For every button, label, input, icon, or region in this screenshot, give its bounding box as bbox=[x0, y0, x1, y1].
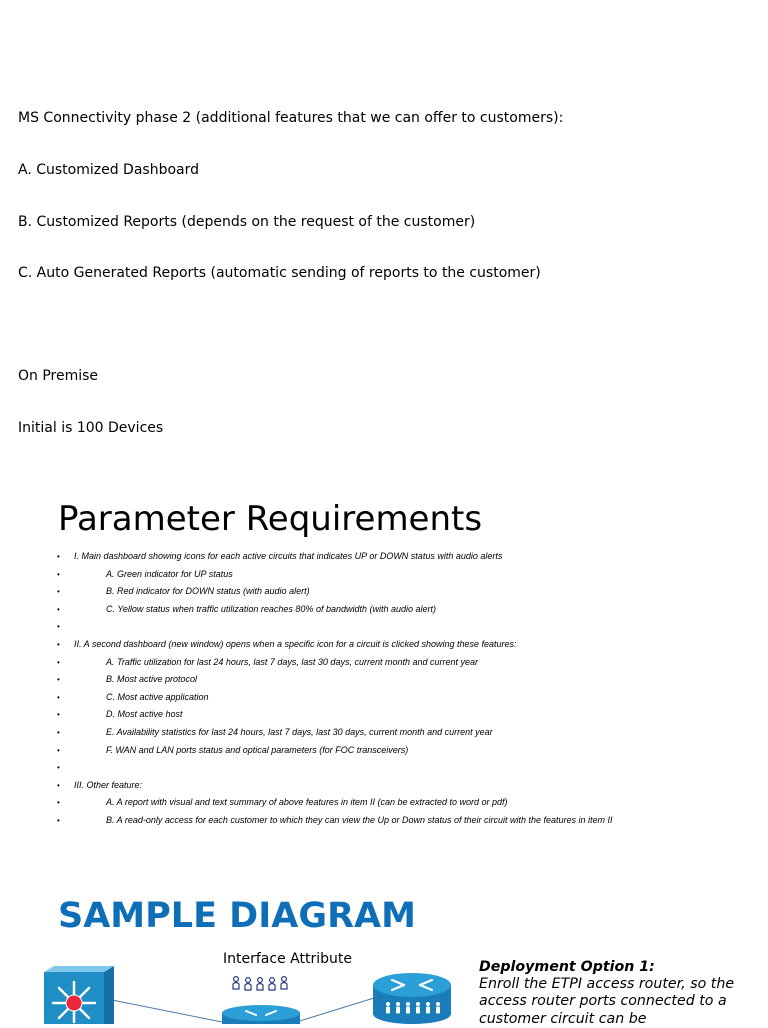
bullet-marker: • bbox=[57, 552, 60, 561]
intro-line: On Premise bbox=[18, 368, 99, 385]
link-line bbox=[290, 998, 374, 1024]
intro-line: Initial is 100 Devices bbox=[18, 419, 164, 436]
requirement-item bbox=[0, 636, 768, 654]
requirement-text: E. Availability statistics for last 24 hours, last 7 days, last 30 days, current month and current year bbox=[106, 726, 493, 737]
bullet-marker: • bbox=[57, 798, 60, 808]
users-icon bbox=[233, 977, 287, 990]
requirement-text: C. Yellow status when traffic utilization reaches 80% of bandwidth (with audio alert) bbox=[106, 603, 437, 614]
bullet-marker: • bbox=[57, 710, 60, 720]
deployment-option-body: Enroll the ETPI access router, so the access router ports connected to a customer circuit can be bbox=[479, 976, 735, 1027]
bullet-marker: • bbox=[57, 815, 60, 825]
bullet-marker: • bbox=[57, 622, 60, 632]
bullet-marker: • bbox=[57, 763, 60, 773]
link-line bbox=[112, 1000, 232, 1024]
requirement-text: A. Green indicator for UP status bbox=[106, 568, 233, 579]
deployment-option-title: Deployment Option 1: bbox=[479, 959, 655, 975]
requirement-item bbox=[0, 794, 768, 812]
requirement-text: III. Other feature: bbox=[74, 779, 143, 790]
requirement-text: B. Most active protocol bbox=[106, 674, 198, 685]
router-icon bbox=[222, 1005, 300, 1024]
requirement-item bbox=[0, 812, 768, 830]
requirement-text: C. Most active application bbox=[106, 691, 209, 702]
bullet-marker: • bbox=[57, 780, 60, 790]
parameter-requirements-title: Parameter Requirements bbox=[58, 498, 483, 539]
requirement-text: A. Traffic utilization for last 24 hours, last 7 days, last 30 days, current month and current year bbox=[106, 656, 479, 667]
interface-attribute-label: Interface Attribute bbox=[223, 951, 352, 967]
router-with-users-icon bbox=[373, 973, 451, 1024]
intro-line: A. Customized Dashboard bbox=[18, 162, 200, 178]
requirement-item bbox=[0, 671, 768, 689]
requirement-item bbox=[0, 689, 768, 707]
bullet-marker: • bbox=[57, 569, 60, 579]
bullet-marker: • bbox=[57, 675, 60, 685]
bullet-marker: • bbox=[57, 692, 60, 702]
requirement-item bbox=[0, 583, 768, 601]
network-diagram bbox=[0, 960, 768, 1027]
intro-line: C. Auto Generated Reports (automatic sending of reports to the customer) bbox=[18, 265, 541, 282]
bullet-marker: • bbox=[57, 727, 60, 737]
requirement-text: F. WAN and LAN ports status and optical parameters (for FOC transceivers) bbox=[106, 744, 409, 755]
requirement-item bbox=[0, 724, 768, 742]
requirement-text: B. A read-only access for each customer to which they can view the Up or Down status of their circuit with the features in item II bbox=[106, 814, 613, 825]
requirement-item bbox=[0, 601, 768, 619]
bullet-marker: • bbox=[57, 657, 60, 667]
requirement-item bbox=[0, 566, 768, 584]
bullet-marker: • bbox=[57, 639, 60, 649]
requirement-text: B. Red indicator for DOWN status (with audio alert) bbox=[106, 586, 310, 597]
requirement-item bbox=[0, 777, 768, 795]
requirement-text: A. A report with visual and text summary of above features in item II (can be extracted to word or pdf) bbox=[106, 797, 508, 808]
requirement-text: D. Most active host bbox=[106, 709, 183, 720]
requirements-list bbox=[0, 548, 768, 830]
requirement-item bbox=[0, 548, 768, 566]
requirement-item bbox=[0, 706, 768, 724]
requirement-item bbox=[0, 759, 768, 777]
multilayer-switch-icon bbox=[44, 966, 114, 1024]
intro-line: MS Connectivity phase 2 (additional features that we can offer to customers): bbox=[18, 110, 564, 127]
requirement-text: II. A second dashboard (new window) opens when a specific icon for a circuit is clicked showing these features: bbox=[74, 638, 517, 649]
sample-diagram-title: SAMPLE DIAGRAM bbox=[58, 896, 416, 936]
bullet-marker: • bbox=[57, 604, 60, 614]
intro-text bbox=[18, 76, 563, 454]
bullet-marker: • bbox=[57, 745, 60, 755]
bullet-marker: • bbox=[57, 587, 60, 597]
intro-line bbox=[18, 317, 563, 334]
intro-line: B. Customized Reports (depends on the request of the customer) bbox=[18, 213, 476, 230]
requirement-item bbox=[0, 654, 768, 672]
requirement-item bbox=[0, 618, 768, 636]
requirement-text: I. Main dashboard showing icons for each active circuits that indicates UP or DOWN status with audio alerts bbox=[74, 551, 503, 561]
requirement-item bbox=[0, 742, 768, 760]
